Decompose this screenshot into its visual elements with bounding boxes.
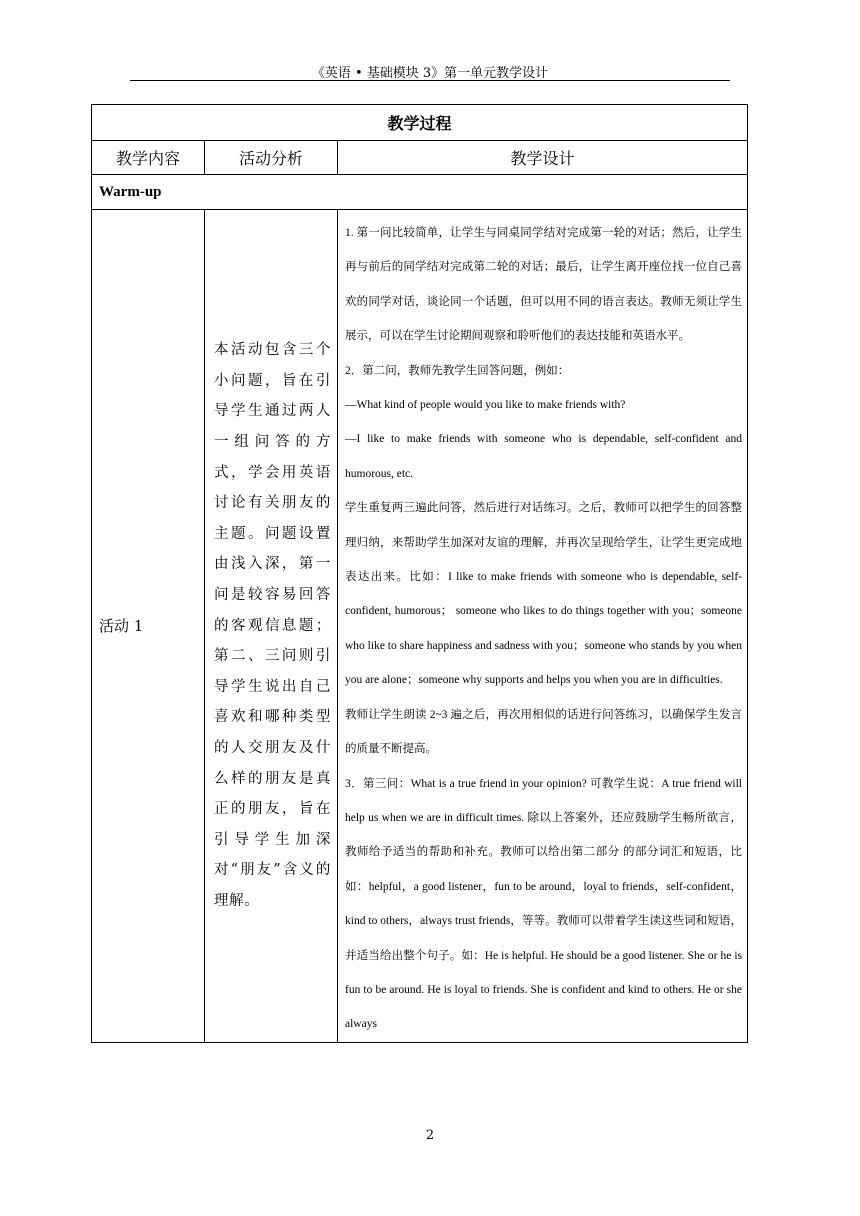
activity-name: 活动 1 xyxy=(92,210,205,1043)
page-header: 《英语 • 基础模块 3》第一单元教学设计 xyxy=(311,66,549,81)
column-header-analysis: 活动分析 xyxy=(205,141,338,175)
activity-analysis: 本活动包含三个小问题，旨在引导学生通过两人一组问答的方式，学会用英语讨论有关朋友的主题。问题设置由浅入深，第一问是较容易回答的客观信息题；第二、三问则引导学生说出自己喜欢和哪种类型的人交朋友及什么样的朋友是真正的朋友，旨在引导学生加深对“朋友”含义的理解。 xyxy=(205,210,338,1043)
table-title: 教学过程 xyxy=(92,105,748,141)
lesson-table xyxy=(91,104,748,1043)
design-paragraph: —I like to make friends with someone who is dependable, self-confident and humorous, etc. xyxy=(345,433,742,480)
design-paragraph: 1. 第一问比较简单，让学生与同桌同学结对完成第一轮的对话；然后，让学生再与前后的同学结对完成第二轮的对话；最后，让学生离开座位找一位自己喜欢的同学对话，谈论同一个话题，但可以用不同的语言表达。教师无须让学生展示，可以在学生讨论期间观察和聆听他们的表达技能和英语水平。 xyxy=(345,227,742,343)
column-header-content: 教学内容 xyxy=(92,141,205,175)
design-paragraph: 学生重复两三遍此问答，然后进行对话练习。之后，教师可以把学生的回答整理归纳，来帮助学生加深对友谊的理解，并再次呈现给学生，让学生更完成地表达出来。比如：I like to make friends with someone who is dependable, self-confident, humorous； someone who likes to do things together with you；someone who like to share happiness and sadness with you；someone who stands by you when you are alone；someone why supports and helps you when you are in difficulties. xyxy=(345,502,743,687)
design-paragraph: 教师让学生朗读 2~3 遍之后，再次用相似的话进行问答练习，以确保学生发言的质量不断提高。 xyxy=(345,708,742,756)
section-label: Warm-up xyxy=(92,175,748,210)
page-number: 2 xyxy=(425,1128,435,1143)
activity-design xyxy=(338,210,748,1043)
column-header-design: 教学设计 xyxy=(338,141,748,175)
design-paragraph: 3．第三问：What is a true friend in your opinion? 可教学生说：A true friend will help us when we are in difficult times. 除以上答案外，还应鼓励学生畅所欲言，教师给予适当的帮助和补充。教师可以给出第二部分 的部分词汇和短语，比如：helpful，a good listener，fun to be around，loyal to friends，self-confident，kind to others，always trust friends，等等。教师可以带着学生读这些词和短语，并适当给出整个句子。如：He is helpful. He should be a good listener. She or he is fun to be around. He is loyal to friends. She is confident and kind to others. He or she always xyxy=(345,777,742,1031)
header-rule xyxy=(130,80,730,81)
design-paragraph: 2．第二问，教师先教学生回答问题，例如： xyxy=(345,364,570,377)
design-paragraph: —What kind of people would you like to make friends with? xyxy=(345,399,626,412)
